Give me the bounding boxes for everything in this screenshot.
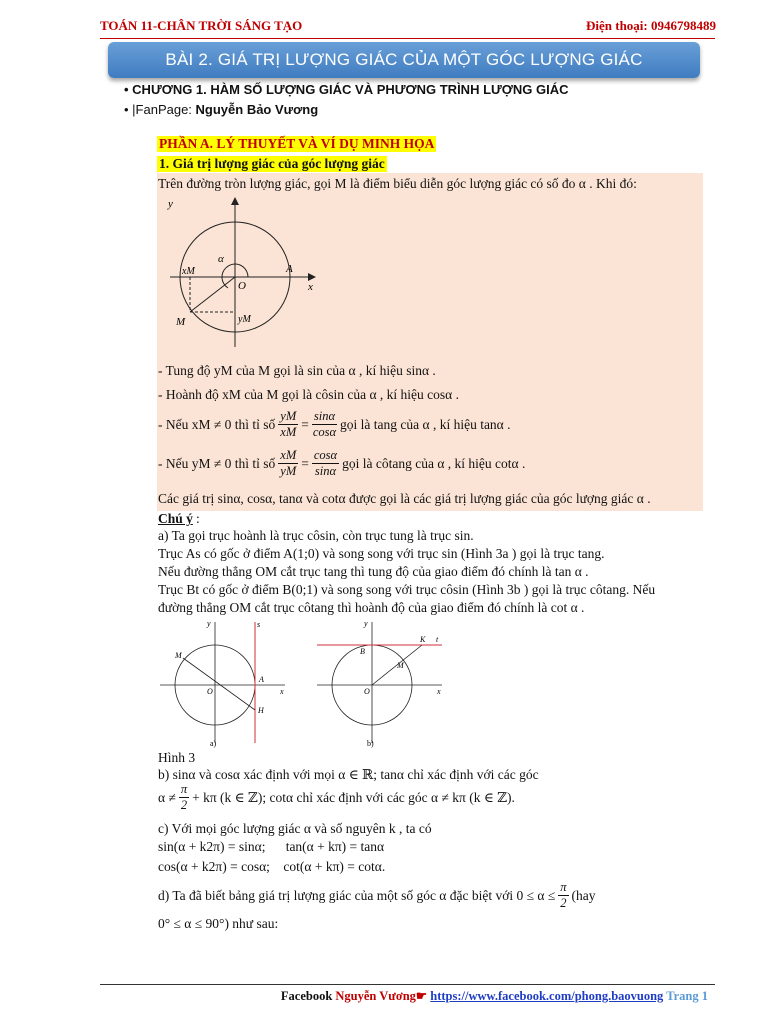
- rule-c-line2: cos(α + k2π) = cosα; cot(α + kπ) = cotα.: [158, 859, 386, 874]
- ym-label: yM: [238, 314, 251, 325]
- summary-text: Các giá trị sinα, cosα, tanα và cotα được gọi là các giá trị lượng giác của góc lượng giác α .: [158, 491, 651, 506]
- rule-d-post: (hay: [571, 887, 596, 903]
- rule-b-pre: α ≠: [158, 789, 176, 805]
- lesson-title-banner: BÀI 2. GIÁ TRỊ LƯỢNG GIÁC CỦA MỘT GÓC LƯỢNG GIÁC: [108, 42, 700, 78]
- cot-definition: - Nếu yM ≠ 0 thì tỉ số $\frac{xM}{yM}$ = $\frac{\cos\alpha}{\sin\alpha}$ gọi là côtang của α , kí hiệu cotα .: [158, 448, 526, 478]
- sin-definition: - Tung độ yM của M gọi là sin của α , kí hiệu sinα .: [158, 363, 436, 378]
- cot-ratio-fraction: [278, 448, 298, 479]
- fig3a-h-label: H: [258, 706, 264, 715]
- fig3a-line-om: [183, 658, 255, 710]
- point-a-label: A: [286, 263, 293, 275]
- fig3a-y-label: y: [207, 619, 211, 628]
- tan-ratio-num: yM: [280, 409, 297, 423]
- rule-b-line2: [158, 782, 515, 813]
- tan-ratio-fraction: [278, 409, 298, 440]
- part-title: PHẦN A. LÝ THUYẾT VÀ VÍ DỤ MINH HỌA: [159, 136, 435, 151]
- figure-3-caption: Hình 3: [158, 750, 196, 765]
- footer-divider: [100, 984, 715, 985]
- fig3a-s-label: s: [257, 620, 261, 629]
- cot-condition: - Nếu yM ≠ 0 thì tỉ số: [158, 455, 276, 471]
- fig3b-t-label: t: [436, 635, 439, 644]
- fig3a-caption: a): [210, 739, 217, 748]
- fig3a-a-label: A: [259, 675, 264, 684]
- rule-c-line1: sin(α + k2π) = sinα; tan(α + kπ) = tanα: [158, 839, 385, 854]
- point-m-label: M: [176, 316, 186, 328]
- cot-cossin-num: cosα: [313, 448, 338, 462]
- cot-cossin-fraction: [312, 448, 339, 479]
- rule-b-fnum: π: [180, 782, 188, 796]
- origin-label: O: [238, 280, 246, 292]
- note-a3: Nếu đường thẳng OM cắt trục tang thì tung độ của giao điểm đó chính là tan α .: [158, 564, 589, 579]
- fig3b-o-label: O: [364, 687, 370, 696]
- figure-3a: [155, 618, 290, 748]
- footer-link[interactable]: https://www.facebook.com/phong.baovuong: [430, 989, 664, 1003]
- tan-sincos-den: cosα: [312, 425, 337, 439]
- fig3a-m-label: M: [175, 651, 182, 660]
- fig3b-m-label: M: [397, 661, 404, 670]
- note-a1: a) Ta gọi trục hoành là trục côsin, còn trục tung là trục sin.: [158, 528, 474, 543]
- unit-circle-figure: [160, 192, 330, 352]
- header-subject: TOÁN 11-CHÂN TRỜI SÁNG TẠO: [100, 18, 303, 33]
- fanpage-prefix: • |FanPage:: [124, 102, 196, 117]
- note-a5: đường thẳng OM cắt trục côtang thì hoành độ của giao điểm đó chính là cot α .: [158, 600, 585, 615]
- chapter-bullet: • CHƯƠNG 1. HÀM SỐ LƯỢNG GIÁC VÀ PHƯƠNG TRÌNH LƯỢNG GIÁC: [124, 82, 569, 97]
- rule-b-fden: 2: [180, 798, 188, 812]
- y-label: y: [168, 198, 173, 210]
- x-label: x: [308, 281, 313, 293]
- fig3a-o-label: O: [207, 687, 213, 696]
- note-a4: Trục Bt có gốc ở điểm B(0;1) và song song với trục côsin (Hình 3b ) gọi là trục côtang. Nếu: [158, 582, 656, 597]
- cot-cossin-den: sinα: [314, 464, 337, 478]
- figure-3b: [312, 618, 447, 748]
- fig3b-b-label: B: [360, 647, 365, 656]
- fig3b-x-label: x: [437, 687, 441, 696]
- alpha-label: α: [218, 253, 224, 265]
- cot-naming: gọi là côtang của α , kí hiệu cotα .: [342, 455, 526, 471]
- rule-b-post: + kπ (k ∈ ℤ); cotα chỉ xác định với các góc α ≠ kπ (k ∈ ℤ).: [192, 789, 515, 805]
- note-a2: Trục As có gốc ở điểm A(1;0) và song song với trục sin (Hình 3a ) gọi là trục tang.: [158, 546, 605, 561]
- cos-definition: - Hoành độ xM của M gọi là côsin của α , kí hiệu cosα .: [158, 387, 459, 402]
- rule-c-intro: c) Với mọi góc lượng giác α và số nguyên k , ta có: [158, 821, 432, 836]
- header-phone: Điện thoại: 0946798489: [586, 18, 716, 33]
- fig3b-caption: b): [367, 739, 374, 748]
- intro-text: Trên đường tròn lượng giác, gọi M là điểm biểu diễn góc lượng giác có số đo α . Khi đó:: [158, 176, 637, 191]
- rule-d-line1: [158, 880, 596, 911]
- xm-label: xM: [182, 266, 195, 277]
- rule-b-line1: b) sinα và cosα xác định với mọi α ∈ ℝ; tanα chỉ xác định với các góc: [158, 767, 539, 782]
- footer: [281, 988, 708, 1004]
- rule-b-fraction: [179, 782, 189, 813]
- tan-definition: - Nếu xM ≠ 0 thì tỉ số $\frac{yM}{xM}$ = $\frac{\sin\alpha}{\cos\alpha}$ gọi là tang của α , kí hiệu tanα .: [158, 409, 511, 439]
- footer-page-number: Trang 1: [663, 989, 708, 1003]
- footer-facebook: Facebook: [280, 989, 336, 1003]
- cot-ratio-num: xM: [280, 448, 297, 462]
- fig3b-k-label: K: [420, 635, 426, 644]
- fanpage-name: Nguyễn Bảo Vương: [195, 102, 319, 117]
- fig3a-x-label: x: [280, 687, 284, 696]
- fig3b-y-label: y: [364, 619, 368, 628]
- cot-ratio-den: yM: [280, 464, 297, 478]
- radius-om: [190, 277, 235, 312]
- rule-d-fnum: π: [560, 880, 567, 894]
- tan-sincos-num: sinα: [313, 409, 336, 423]
- tan-sincos-fraction: [312, 409, 337, 440]
- note-title: Chú ý: [158, 511, 193, 526]
- rule-d-line2: 0° ≤ α ≤ 90°) như sau:: [158, 916, 279, 931]
- footer-author: Nguyễn Vương☛: [335, 989, 431, 1003]
- rule-d-pre: d) Ta đã biết bảng giá trị lượng giác của một số góc α đặc biệt với 0 ≤ α ≤: [158, 887, 556, 903]
- tan-condition: - Nếu xM ≠ 0 thì tỉ số: [158, 416, 276, 432]
- header-divider: [100, 38, 715, 39]
- section-title: 1. Giá trị lượng giác của góc lượng giác: [159, 156, 385, 171]
- tan-ratio-den: xM: [280, 425, 297, 439]
- rule-d-fraction: [558, 880, 568, 911]
- fanpage-bullet: [124, 102, 318, 117]
- tan-naming: gọi là tang của α , kí hiệu tanα .: [340, 416, 511, 432]
- rule-d-fden: 2: [560, 896, 567, 910]
